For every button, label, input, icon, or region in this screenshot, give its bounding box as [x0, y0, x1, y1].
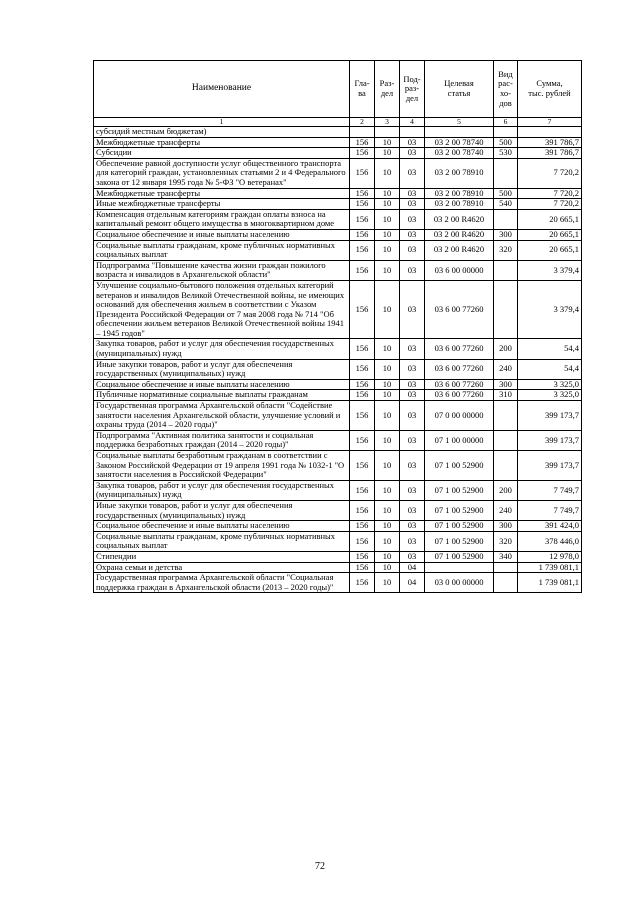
- column-number: 5: [425, 118, 494, 127]
- row-subsection: 03: [400, 339, 425, 359]
- row-expense-type: 540: [494, 199, 518, 210]
- row-chapter: 156: [350, 430, 375, 450]
- row-section: 10: [375, 430, 400, 450]
- header-amount: Сумма, тыс. рублей: [518, 61, 582, 118]
- table-row: [94, 260, 582, 280]
- row-chapter: 156: [350, 451, 375, 481]
- row-expense-type: [494, 158, 518, 188]
- row-subsection: 03: [400, 209, 425, 229]
- row-subsection: 03: [400, 379, 425, 390]
- table-row: [94, 551, 582, 562]
- row-target-article: 03 6 00 77260: [425, 339, 494, 359]
- row-target-article: 07 1 00 00000: [425, 430, 494, 450]
- row-subsection: 03: [400, 430, 425, 450]
- table-row: [94, 137, 582, 148]
- row-name: субсидий местным бюджетам): [94, 127, 350, 138]
- row-name: Социальные выплаты гражданам, кроме публичных нормативных социальных выплат: [94, 240, 350, 260]
- row-chapter: 156: [350, 339, 375, 359]
- row-chapter: 156: [350, 280, 375, 339]
- row-amount: 399 173,7: [518, 430, 582, 450]
- header-name: Наименование: [94, 61, 350, 118]
- row-subsection: 03: [400, 531, 425, 551]
- row-section: 10: [375, 521, 400, 532]
- row-target-article: 07 1 00 52900: [425, 521, 494, 532]
- row-amount: 3 325,0: [518, 390, 582, 401]
- row-section: 10: [375, 240, 400, 260]
- row-expense-type: [494, 260, 518, 280]
- row-chapter: 156: [350, 551, 375, 562]
- row-expense-type: [494, 430, 518, 450]
- row-section: 10: [375, 573, 400, 593]
- column-number: 2: [350, 118, 375, 127]
- row-expense-type: [494, 127, 518, 138]
- table-header: [94, 61, 582, 127]
- table-row: [94, 390, 582, 401]
- row-chapter: 156: [350, 199, 375, 210]
- row-name: Стипендии: [94, 551, 350, 562]
- row-name: Иные межбюджетные трансферты: [94, 199, 350, 210]
- row-expense-type: [494, 401, 518, 431]
- header-subsection: Под- раз- дел: [400, 61, 425, 118]
- table-row: [94, 148, 582, 159]
- row-expense-type: 500: [494, 137, 518, 148]
- row-subsection: 03: [400, 148, 425, 159]
- row-amount: 20 665,1: [518, 240, 582, 260]
- row-name: Компенсация отдельным категориям граждан оплаты взноса на капитальный ремонт общего имущества в многоквартирном доме: [94, 209, 350, 229]
- row-subsection: 03: [400, 390, 425, 401]
- column-number: 1: [94, 118, 350, 127]
- row-name: Публичные нормативные социальные выплаты гражданам: [94, 390, 350, 401]
- row-subsection: 03: [400, 260, 425, 280]
- row-name: Иные закупки товаров, работ и услуг для обеспечения государственных (муниципальных) нужд: [94, 359, 350, 379]
- row-section: 10: [375, 531, 400, 551]
- row-target-article: 03 2 00 R4620: [425, 229, 494, 240]
- row-amount: 7 720,2: [518, 188, 582, 199]
- row-chapter: 156: [350, 260, 375, 280]
- row-section: 10: [375, 229, 400, 240]
- row-section: 10: [375, 359, 400, 379]
- row-expense-type: 320: [494, 240, 518, 260]
- row-amount: 3 379,4: [518, 260, 582, 280]
- row-name: Закупка товаров, работ и услуг для обеспечения государственных (муниципальных) нужд: [94, 480, 350, 500]
- column-number: 3: [375, 118, 400, 127]
- row-target-article: 03 2 00 R4620: [425, 240, 494, 260]
- row-expense-type: 530: [494, 148, 518, 159]
- row-name: Социальное обеспечение и иные выплаты населению: [94, 229, 350, 240]
- row-name: Охрана семьи и детства: [94, 562, 350, 573]
- row-expense-type: 300: [494, 229, 518, 240]
- row-subsection: 03: [400, 188, 425, 199]
- row-section: [375, 127, 400, 138]
- row-expense-type: [494, 209, 518, 229]
- table-row: [94, 379, 582, 390]
- row-expense-type: 300: [494, 521, 518, 532]
- row-chapter: 156: [350, 209, 375, 229]
- row-expense-type: 310: [494, 390, 518, 401]
- row-name: Социальные выплаты гражданам, кроме публичных нормативных социальных выплат: [94, 531, 350, 551]
- row-chapter: 156: [350, 158, 375, 188]
- row-subsection: 03: [400, 229, 425, 240]
- row-amount: 391 786,7: [518, 137, 582, 148]
- row-section: 10: [375, 158, 400, 188]
- row-chapter: 156: [350, 137, 375, 148]
- row-section: 10: [375, 209, 400, 229]
- row-section: 10: [375, 401, 400, 431]
- row-subsection: 03: [400, 199, 425, 210]
- row-amount: 3 379,4: [518, 280, 582, 339]
- row-target-article: 03 2 00 78910: [425, 199, 494, 210]
- row-amount: 391 424,0: [518, 521, 582, 532]
- row-subsection: 03: [400, 551, 425, 562]
- row-subsection: 03: [400, 137, 425, 148]
- row-subsection: 03: [400, 158, 425, 188]
- row-section: 10: [375, 451, 400, 481]
- row-target-article: 03 6 00 00000: [425, 260, 494, 280]
- table-row: [94, 158, 582, 188]
- row-target-article: 07 0 00 00000: [425, 401, 494, 431]
- row-name: Межбюджетные трансферты: [94, 188, 350, 199]
- row-section: 10: [375, 137, 400, 148]
- row-name: Закупка товаров, работ и услуг для обеспечения государственных (муниципальных) нужд: [94, 339, 350, 359]
- row-section: 10: [375, 280, 400, 339]
- row-name: Подпрограмма "Активная политика занятости и социальная поддержка безработных граждан (2014 – 2020 годы)": [94, 430, 350, 450]
- row-name: Государственная программа Архангельской области "Содействие занятости населения Архангельской области, улучшение условий и охраны труда (2014 – 2020 годы)": [94, 401, 350, 431]
- row-name: Улучшение социально-бытового положения отдельных категорий ветеранов и инвалидов Великой Отечественной войны, не имеющих оснований для обеспечения жильем в соответствии с Указом Президента Российской Федерации от 7 мая 2008 года № 714 "Об обеспечении жильем ветеранов Великой Отечественной войны 1941 – 1945 годов": [94, 280, 350, 339]
- row-subsection: [400, 127, 425, 138]
- row-amount: 7 749,7: [518, 500, 582, 520]
- column-number: 7: [518, 118, 582, 127]
- row-chapter: 156: [350, 521, 375, 532]
- table-row: [94, 280, 582, 339]
- row-name: Иные закупки товаров, работ и услуг для обеспечения государственных (муниципальных) нужд: [94, 500, 350, 520]
- row-chapter: 156: [350, 229, 375, 240]
- row-target-article: 03 6 00 77260: [425, 359, 494, 379]
- row-chapter: 156: [350, 531, 375, 551]
- row-expense-type: 240: [494, 359, 518, 379]
- row-subsection: 03: [400, 359, 425, 379]
- row-subsection: 04: [400, 562, 425, 573]
- row-chapter: 156: [350, 480, 375, 500]
- row-amount: 54,4: [518, 339, 582, 359]
- budget-table: [93, 60, 582, 593]
- row-amount: 54,4: [518, 359, 582, 379]
- row-name: Государственная программа Архангельской области "Социальная поддержка граждан в Архангельской области (2013 – 2020 годы)": [94, 573, 350, 593]
- row-amount: 391 786,7: [518, 148, 582, 159]
- row-amount: 3 325,0: [518, 379, 582, 390]
- row-section: 10: [375, 339, 400, 359]
- row-subsection: 03: [400, 521, 425, 532]
- row-target-article: [425, 127, 494, 138]
- row-target-article: 03 2 00 78740: [425, 137, 494, 148]
- row-target-article: 07 1 00 52900: [425, 451, 494, 481]
- row-name: Подпрограмма "Повышение качества жизни граждан пожилого возраста и инвалидов в Архангельской области": [94, 260, 350, 280]
- row-name: Обеспечение равной доступности услуг общественного транспорта для категорий граждан, установленных статьями 2 и 4 Федерального закона от 12 января 1995 года № 5-ФЗ "О ветеранах": [94, 158, 350, 188]
- row-section: 10: [375, 480, 400, 500]
- table-row: [94, 430, 582, 450]
- column-number: 4: [400, 118, 425, 127]
- table-row: [94, 451, 582, 481]
- row-target-article: 03 2 00 78910: [425, 158, 494, 188]
- row-chapter: 156: [350, 148, 375, 159]
- row-section: 10: [375, 551, 400, 562]
- row-target-article: 03 2 00 78910: [425, 188, 494, 199]
- table-row: [94, 359, 582, 379]
- row-chapter: 156: [350, 500, 375, 520]
- row-chapter: 156: [350, 188, 375, 199]
- row-section: 10: [375, 199, 400, 210]
- row-amount: 399 173,7: [518, 451, 582, 481]
- header-target-article: Целевая статья: [425, 61, 494, 118]
- row-subsection: 03: [400, 240, 425, 260]
- row-expense-type: 200: [494, 480, 518, 500]
- row-target-article: 07 1 00 52900: [425, 480, 494, 500]
- row-expense-type: [494, 573, 518, 593]
- row-chapter: 156: [350, 240, 375, 260]
- header-section: Раз- дел: [375, 61, 400, 118]
- row-subsection: 03: [400, 451, 425, 481]
- row-subsection: 04: [400, 573, 425, 593]
- row-expense-type: 340: [494, 551, 518, 562]
- row-expense-type: 300: [494, 379, 518, 390]
- row-chapter: [350, 127, 375, 138]
- row-amount: 378 446,0: [518, 531, 582, 551]
- row-name: Субсидии: [94, 148, 350, 159]
- row-expense-type: [494, 451, 518, 481]
- table-row: [94, 229, 582, 240]
- header-expense-type: Вид рас- хо- дов: [494, 61, 518, 118]
- row-chapter: 156: [350, 390, 375, 401]
- header-chapter: Гла- ва: [350, 61, 375, 118]
- header-row: [94, 61, 582, 118]
- row-chapter: 156: [350, 573, 375, 593]
- table-row: [94, 209, 582, 229]
- row-target-article: 03 6 00 77260: [425, 390, 494, 401]
- row-target-article: 03 0 00 00000: [425, 573, 494, 593]
- row-target-article: 03 2 00 R4620: [425, 209, 494, 229]
- row-name: Социальные выплаты безработным гражданам в соответствии с Законом Российской Федерации от 19 апреля 1991 года № 1032-1 "О занятости населения в Российской Федерации": [94, 451, 350, 481]
- row-chapter: 156: [350, 562, 375, 573]
- table-row: [94, 480, 582, 500]
- row-section: 10: [375, 260, 400, 280]
- row-section: 10: [375, 188, 400, 199]
- table-row: [94, 500, 582, 520]
- row-amount: 1 739 081,1: [518, 573, 582, 593]
- row-subsection: 03: [400, 500, 425, 520]
- row-target-article: 07 1 00 52900: [425, 531, 494, 551]
- row-chapter: 156: [350, 401, 375, 431]
- row-subsection: 03: [400, 480, 425, 500]
- row-section: 10: [375, 148, 400, 159]
- row-amount: 7 720,2: [518, 199, 582, 210]
- row-target-article: 07 1 00 52900: [425, 551, 494, 562]
- row-expense-type: 240: [494, 500, 518, 520]
- row-chapter: 156: [350, 379, 375, 390]
- column-number: 6: [494, 118, 518, 127]
- row-section: 10: [375, 500, 400, 520]
- page-number: 72: [315, 861, 325, 872]
- table-row: [94, 521, 582, 532]
- row-section: 10: [375, 379, 400, 390]
- row-target-article: 03 6 00 77260: [425, 280, 494, 339]
- row-expense-type: 500: [494, 188, 518, 199]
- row-name: Межбюджетные трансферты: [94, 137, 350, 148]
- table-row: [94, 401, 582, 431]
- row-expense-type: [494, 280, 518, 339]
- row-subsection: 03: [400, 280, 425, 339]
- row-amount: 399 173,7: [518, 401, 582, 431]
- row-target-article: 07 1 00 52900: [425, 500, 494, 520]
- table-body: [94, 127, 582, 593]
- row-chapter: 156: [350, 359, 375, 379]
- table-row: [94, 199, 582, 210]
- table-row: [94, 573, 582, 593]
- row-subsection: 03: [400, 401, 425, 431]
- row-amount: 1 739 081,1: [518, 562, 582, 573]
- table-row: [94, 188, 582, 199]
- row-target-article: 03 2 00 78740: [425, 148, 494, 159]
- row-amount: 7 720,2: [518, 158, 582, 188]
- table-row: [94, 531, 582, 551]
- row-amount: 20 665,1: [518, 209, 582, 229]
- table-row: [94, 562, 582, 573]
- table-row: [94, 339, 582, 359]
- row-name: Социальное обеспечение и иные выплаты населению: [94, 521, 350, 532]
- row-expense-type: 200: [494, 339, 518, 359]
- row-expense-type: 320: [494, 531, 518, 551]
- row-target-article: [425, 562, 494, 573]
- row-amount: 20 665,1: [518, 229, 582, 240]
- row-expense-type: [494, 562, 518, 573]
- row-amount: [518, 127, 582, 138]
- table-row: [94, 240, 582, 260]
- table-row: [94, 127, 582, 138]
- row-amount: 12 978,0: [518, 551, 582, 562]
- row-target-article: 03 6 00 77260: [425, 379, 494, 390]
- row-section: 10: [375, 390, 400, 401]
- row-section: 10: [375, 562, 400, 573]
- row-amount: 7 749,7: [518, 480, 582, 500]
- row-name: Социальное обеспечение и иные выплаты населению: [94, 379, 350, 390]
